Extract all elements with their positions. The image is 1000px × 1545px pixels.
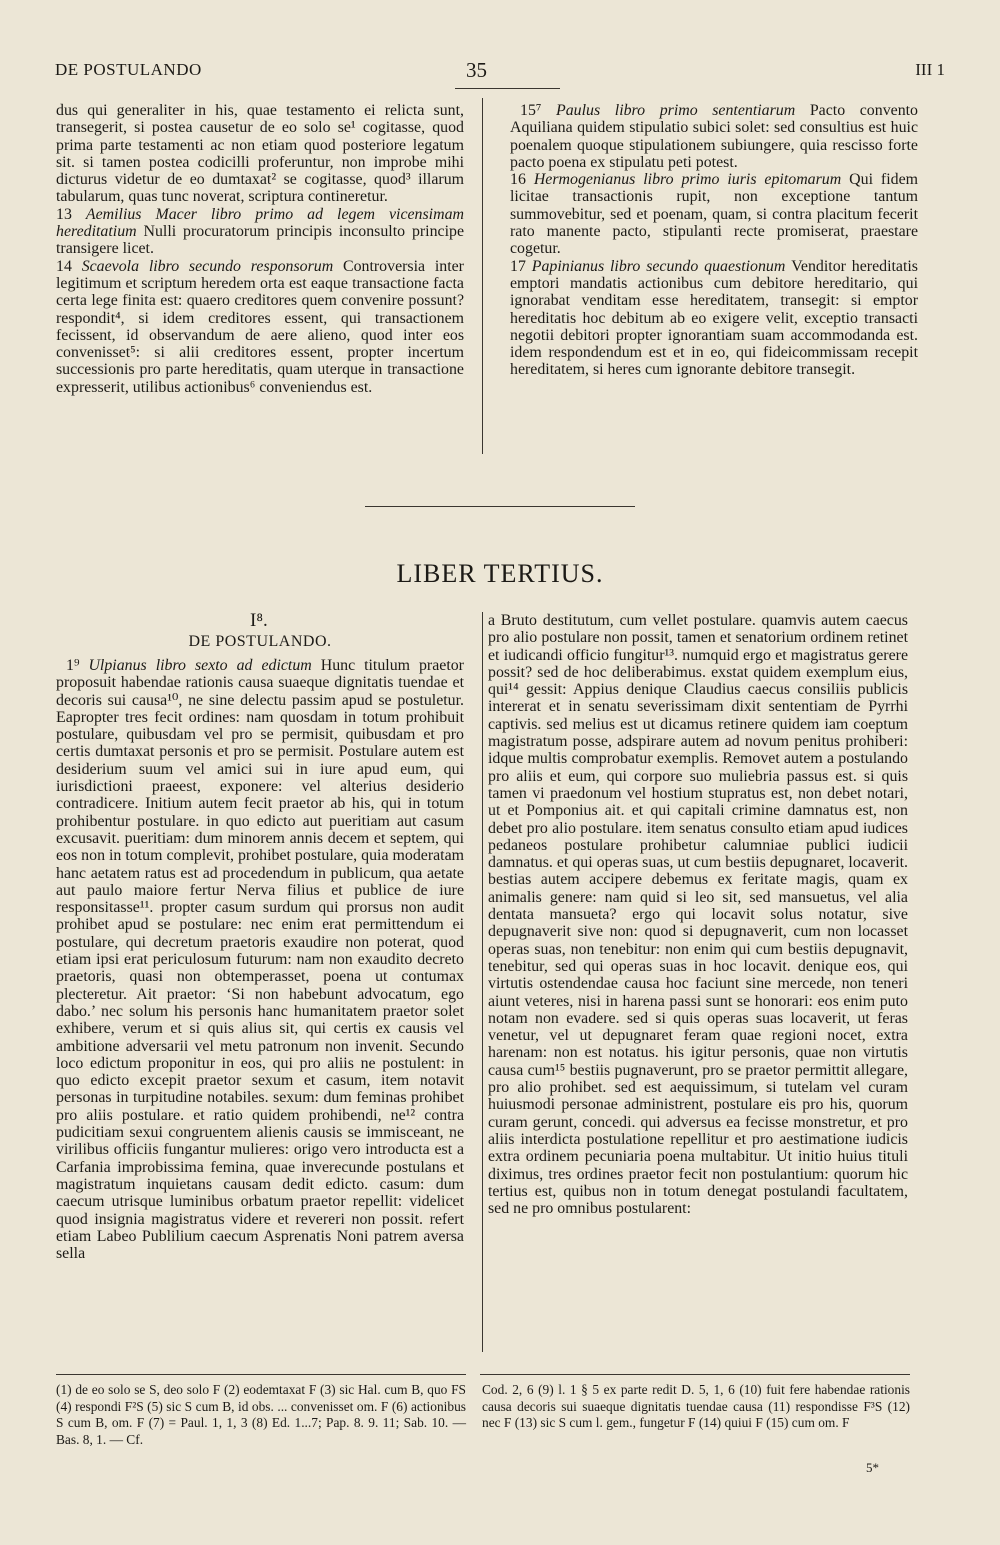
- title-heading: DE POSTULANDO.: [188, 633, 332, 650]
- fragment-text: dus qui generaliter in his, quae testamento ei relicta sunt, transegerit, si postea causetur de eo solo se¹ cogitasse, quod prima parte testamenti ac non etiam quod posteriore legatum sit. si tamen postea codicilli proferuntur, non improbe mihi dicturus videtur de eo dumtaxat² se cogitasse, quod³ illarum tabularum, quas tunc noverat, scriptura contineretur.: [56, 102, 464, 206]
- fragment-number: 15⁷: [520, 102, 557, 119]
- fragment-text: Controversia inter legitimum et scriptum heredem orta est eaque transactione facta certa lege finita est: quaero creditores quem convenire possunt? respondit⁴, si idem creditores essent, qui transactionem fecissent, id observandum de aere alieno, quod inter eos convenisset⁵: si alii creditores essent, propter incertum successionis pro parte hereditatis, quam uterque in transactione expresserit, utilibus actionibus⁶ conveniendus est.: [56, 257, 464, 396]
- running-header: [55, 58, 945, 88]
- fragment-paragraph: [510, 258, 918, 379]
- fragment-source: Hermogenianus libro primo iuris epitomarum: [533, 171, 850, 189]
- footnote-rule-left: [56, 1374, 466, 1375]
- fragment-number: 13: [56, 205, 86, 223]
- top-right-column: [510, 102, 918, 379]
- fragment-source: Paulus libro primo sententiarum: [556, 102, 810, 119]
- fragment-paragraph: [510, 102, 918, 171]
- page-number: 35: [466, 58, 487, 82]
- header-rule: [455, 88, 560, 89]
- fragment-source: Aemilius Macer libro primo ad legem vicensimam hereditatium: [56, 205, 464, 241]
- fragment-text: Hunc titulum praetor proposuit habendae rationis causa suaeque dignitatis tuendae et decoris sui causa¹⁰, ne sine delectu passim apud se postuletur. Eapropter tres fecit ordines: nam quosdam in totum prohibuit postulare, quibusdam vel pro se permisit, quibusdam et pro certis dumtaxat personis et pro se permisit. Postulare autem est desiderium suum vel amici sui in iure apud eum, qui iurisdictioni praeest, exponere: vel alterius desiderio contradicere. Initium autem fecit praetor ab his, qui in totum prohibentur postulare. in quo edicto aut pueritiam aut casum excusavit. pueritiam: dum minorem annis decem et septem, qui eos non in totum complevit, prohibet postulare, quia moderatam hanc aetatem ratus est ad procedendum in publicum, qua aetate aut paulo maiore fertur Nerva filius et publice de iure responsitasse¹¹. propter casum surdum qui prorsus non audit prohibet apud se postulare: nec enim erat permittendum ei postulare, qui decretum praetoris exaudire non poterat, quod etiam ipsi erat periculosum futurum: nam non exaudito decreto praetoris, quasi non obtemperasset, poena ut contumax plecteretur. Ait praetor: ‘Si non habebunt advocatum, ego dabo.’ nec solum his personis hanc humanitatem praetor solet exhibere, verum et si quis alius sit, qui certis ex causis vel ambitione adversarii vel metu patronum non invenit. Secundo loco edictum proponitur in eos, qui pro aliis ne postulent: in quo edicto excepit praetor sexum et casum, item notavit personas in turpitudine notabiles. sexum: dum feminas prohibet pro aliis postulare. et ratio quidem prohibendi, ne¹² contra pudicitiam sexui congruentem alienis causis se immisceant, ne virilibus officiis fungantur mulieres: origo vero introducta est a Carfania improbissima femina, quae inverecunde postulans et magistratum inquietans causam dedit edicto. casum: dum caecum utrisque luminibus orbatum praetor repellit: videlicet quod insignia magistratus videre et revereri non possit. refert etiam Labeo Publilium caecum Asprenatis Noni patrem aversa sella: [56, 657, 464, 1263]
- fragment-paragraph: [56, 657, 464, 1262]
- fragment-number: 16: [510, 171, 534, 189]
- fragment-paragraph: [488, 612, 908, 1217]
- signature-mark: 5*: [866, 1460, 879, 1475]
- fragment-paragraph: [56, 102, 464, 206]
- fragment-source: Papinianus libro secundo quaestionum: [531, 257, 792, 275]
- fragment-text: Pacto convento Aquiliana quidem stipulatio subici solet: sed consultius est huic poenalem quoque stipulationem subiungere, quia rescisso forte pacto poena ex stipulatu peti potest.: [510, 102, 918, 171]
- footnote-rule-right: [480, 1374, 910, 1375]
- fragment-paragraph: [56, 206, 464, 258]
- title-number: I⁸.: [250, 610, 268, 631]
- bottom-right-column: [488, 612, 908, 1217]
- fragment-number: 17: [510, 257, 532, 275]
- book-title: LIBER TERTIUS.: [396, 559, 604, 588]
- bottom-left-column: [56, 657, 464, 1262]
- fragment-number: 14: [56, 257, 82, 275]
- top-left-column: [56, 102, 464, 396]
- footnotes-left: (1) de eo solo se S, deo solo F (2) eodemtaxat F (3) sic Hal. cum B, quo FS (4) respondi F²S (5) sic S cum B, id obs. ... convenisset om. F (6) actionibus S cum B, om. F (7) = Paul. 1, 1, 3 (8) Ed. 1...7; Pap. 8. 9. 11; Sab. 10. — Bas. 8, 1. — Cf.: [56, 1382, 466, 1447]
- fragment-paragraph: [510, 171, 918, 257]
- fragment-number: 1⁹: [66, 657, 89, 674]
- fragment-source: Ulpianus libro sexto ad edictum: [88, 657, 321, 674]
- column-divider-bottom: [482, 612, 483, 1352]
- book-chapter-ref: III 1: [915, 60, 945, 79]
- running-title: DE POSTULANDO: [55, 60, 202, 79]
- column-divider-top: [482, 98, 483, 454]
- fragment-source: Scaevola libro secundo responsorum: [81, 257, 343, 275]
- fragment-text: Venditor hereditatis emptori mandatis actionibus cum debitore hereditario, qui ignorabat venditam esse hereditatem, transegit: si emptor hereditatis hoc debitum ab eo exigere velit, exceptio transacti negotii debitori propter ignorantiam suam accommodanda est. idem respondendum est et in eo, qui fideicommissam recepit hereditatem, si heres cum ignorante debitore transegit.: [510, 257, 918, 379]
- fragment-text: Nulli procuratorum principis inconsulto principe transigere licet.: [56, 223, 465, 258]
- fragment-text: a Bruto destitutum, cum vellet postulare. quamvis autem caecus pro alio postulare non possit, tamen et senatorium ordinem retinet et iudicandi officio fungitur¹³. numquid ergo et magistratus gerere possit? sed de hoc deliberabimus. exstat quidem exemplum eius, qui¹⁴ gessit: Appius denique Claudius caecus consiliis publicis intererat et in senatu severissimam dixit sententiam de Pyrrhi captivis. sed melius est ut dicamus retinere quidem iam coeptum magistratum posse, adspirare autem ad novum penitus prohiberi: idque multis comprobatur exemplis. Removet autem a postulando pro aliis et eum, qui corpore suo muliebria passus est. si quis tamen vi praedonum vel hostium stupratus est, non debet notari, ut et Pomponius ait. et qui capitali crimine damnatus est, non debet pro alio postulare. item senatus consulto etiam apud iudices pedaneos postulare prohibetur calumniae publici iudicii damnatus. et qui operas suas, ut cum bestiis depugnaret, locaverit. bestias autem accipere debemus ex feritate magis, quam ex animalis genere: nam quid si leo sit, sed mansuetus, vel alia dentata mansueta? ergo qui locavit solus notatur, sive depugnaverit sive non: quod si depugnaverit, cum non locasset operas suas, non tenebitur: non enim qui cum bestiis depugnavit, tenebitur, sed qui operas suas in hoc locavit. denique eos, qui virtutis ostendendae causa hoc faciunt sine mercede, non teneri aiunt veteres, nisi in harena passi sunt se honorari: eos enim puto notam non evadere. sed si quis operas suas locaverit, ut feras venetur, vel ut depugnaret feram quae regioni nocet, extra harenam: non est notatus. his igitur personis, quae non virtutis causa cum¹⁵ bestiis pugnaverunt, pro se praetor permittit allegare, pro alio prohibet. sed est aequissimum, si tutelam vel curam huiusmodi personae administrent, postulare eis pro his, quorum curam gerunt, concedi. qui adversus ea fecisse monstretur, et pro aliis interdicta postulatione repellitur et pro aestimatione iudicis extra ordinem pecuniaria poena multabitur. Ut initio huius tituli diximus, tres ordines praetor fecit non postulantium: quorum hic tertius est, quibus non in totum denegat postulandi facultatem, sed ne pro omnibus postularent:: [488, 612, 908, 1218]
- footnotes-right: Cod. 2, 6 (9) l. 1 § 5 ex parte redit D. 5, 1, 6 (10) fuit fere habendae rationis causa decoris sui suaeque dignitatis tuendae causa (11) respondisse F³S (12) nec F (13) sic S cum l. gem., fungetur F (14) quiui F (15) cum om. F: [482, 1382, 910, 1431]
- fragment-text: Qui fidem licitae transactionis rupit, non exceptione tantum summovebitur, sed et poenam, quam, si contra placitum fecerit rato manente pacto, stipulanti recte promiserat, praestare cogetur.: [510, 171, 918, 258]
- fragment-paragraph: [56, 258, 464, 396]
- section-separator-rule: [365, 506, 635, 507]
